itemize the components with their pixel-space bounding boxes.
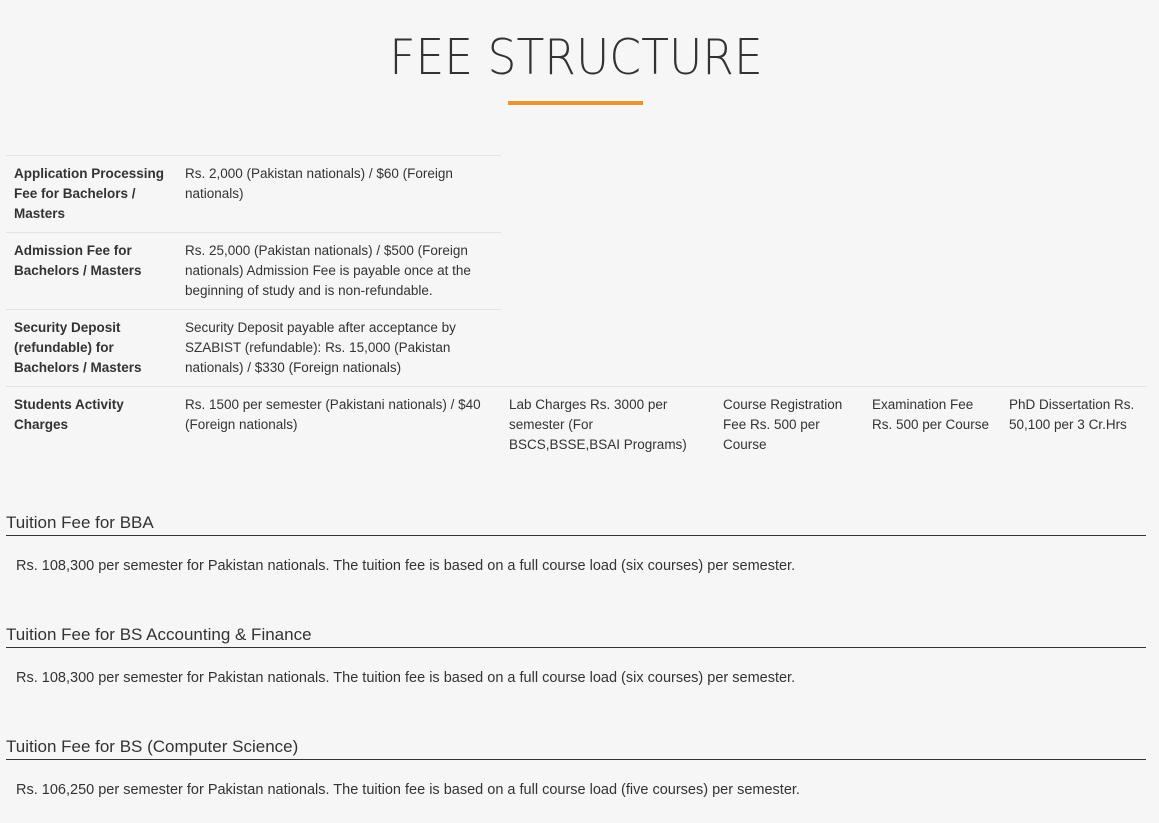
fee-value: Rs. 25,000 (Pakistan nationals) / $500 (Foreign nationals) Admission Fee is payable once at the beginning of study and is non-refundable. [177, 233, 501, 310]
fee-value: Rs. 2,000 (Pakistan nationals) / $60 (Foreign nationals) [177, 156, 501, 233]
lab-charges-cell: Lab Charges Rs. 3000 per semester (For BSCS,BSSE,BSAI Programs) [501, 387, 715, 464]
section-text: Rs. 108,300 per semester for Pakistan nationals. The tuition fee is based on a full course load (six courses) per semester. [16, 670, 796, 686]
section-heading: Tuition Fee for BBA [6, 512, 1146, 536]
page-title: FEE STRUCTURE [389, 28, 763, 86]
fee-label: Admission Fee for Bachelors / Masters [6, 233, 177, 310]
tuition-section-bs-computer-science [6, 736, 1146, 798]
course-registration-cell: Course Registration Fee Rs. 500 per Course [715, 387, 864, 464]
table-row [6, 233, 1147, 310]
phd-dissertation-cell: PhD Dissertation Rs. 50,100 per 3 Cr.Hrs [1001, 387, 1147, 464]
examination-fee-cell: Examination Fee Rs. 500 per Course [864, 387, 1001, 464]
fee-value: Security Deposit payable after acceptance by SZABIST (refundable): Rs. 15,000 (Pakistan nationals) / $330 (Foreign nationals) [177, 310, 501, 387]
fee-label: Application Processing Fee for Bachelors / Masters [6, 156, 177, 233]
table-row [6, 387, 1147, 464]
tuition-section-bs-accounting-finance [6, 624, 1146, 686]
fee-label: Students Activity Charges [6, 387, 177, 464]
fee-table [6, 155, 1147, 463]
section-heading: Tuition Fee for BS Accounting & Finance [6, 624, 1146, 648]
table-row [6, 156, 1147, 233]
fee-value: Rs. 1500 per semester (Pakistani nationals) / $40 (Foreign nationals) [177, 387, 501, 464]
title-underline-divider [508, 101, 643, 105]
tuition-section-bba [6, 512, 1146, 574]
table-row [6, 310, 1147, 387]
section-text: Rs. 106,250 per semester for Pakistan nationals. The tuition fee is based on a full course load (five courses) per semester. [16, 782, 800, 798]
fee-label: Security Deposit (refundable) for Bachelors / Masters [6, 310, 177, 387]
section-text: Rs. 108,300 per semester for Pakistan nationals. The tuition fee is based on a full course load (six courses) per semester. [16, 558, 796, 574]
section-heading: Tuition Fee for BS (Computer Science) [6, 736, 1146, 760]
